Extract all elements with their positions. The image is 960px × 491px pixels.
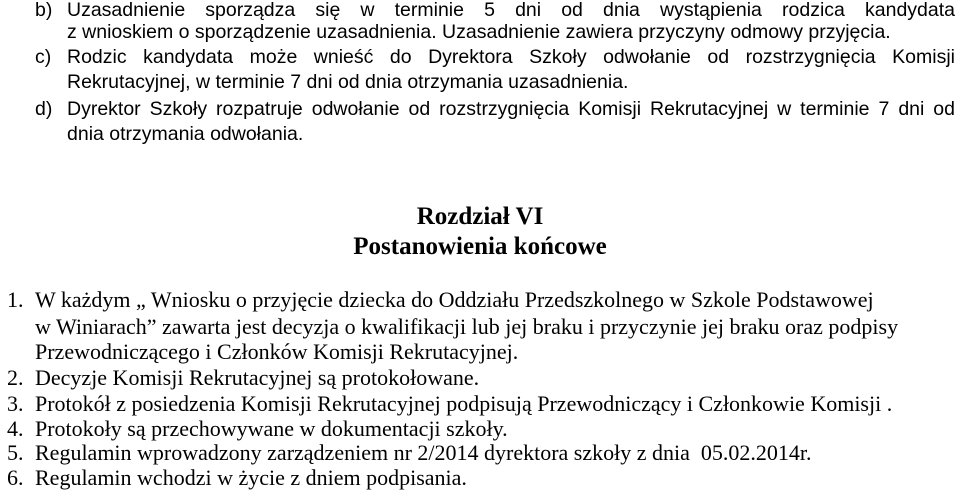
provision-text-line: w Winiarach” zawarta jest decyzja o kwalifikacji lub jej braku i przyczynie jej braku oraz podpisy <box>35 314 899 339</box>
item-text-line: Rodzic kandydata może wnieść do Dyrektora Szkoły odwołanie od rozstrzygnięcia Komisji <box>67 46 955 68</box>
provision-text-line: Regulamin wprowadzony zarządzeniem nr 2/2014 dyrektora szkoły z dnia 05.02.2014r. <box>35 440 812 465</box>
provision-text-line: W każdym „ Wniosku o przyjęcie dziecka do Oddziału Przedszkolnego w Szkole Podstawowej <box>35 287 874 312</box>
provision-number: 1. <box>7 287 24 312</box>
item-text-line: z wnioskiem o sporządzenie uzasadnienia. Uzasadnienie zawiera przyczyny odmowy przyjęcia. <box>67 21 891 43</box>
provision-number: 3. <box>7 391 24 416</box>
item-label: c) <box>35 46 52 68</box>
provision-number: 5. <box>7 440 24 465</box>
chapter-title-heading: Postanowienia końcowe <box>353 233 607 260</box>
item-text-line: Rekrutacyjnej, w terminie 7 dni od dnia otrzymania uzasadnienia. <box>67 71 629 93</box>
item-text-line: Uzasadnienie sporządza się w terminie 5 dni od dnia wystąpienia rodzica kandydata <box>67 0 955 21</box>
provision-text-line: Protokół z posiedzenia Komisji Rekrutacyjnej podpisują Przewodniczący i Członkowie Komisji . <box>35 391 893 416</box>
provision-number: 2. <box>7 365 24 390</box>
provision-number: 6. <box>7 465 24 490</box>
provision-text-line: Protokoły są przechowywane w dokumentacji szkoły. <box>35 416 508 441</box>
item-text-line: dnia otrzymania odwołania. <box>67 123 304 145</box>
provision-text-line: Przewodniczącego i Członków Komisji Rekrutacyjnej. <box>35 339 519 364</box>
chapter-number-heading: Rozdział VI <box>416 203 544 230</box>
provision-text-line: Decyzje Komisji Rekrutacyjnej są protokołowane. <box>35 365 480 390</box>
item-text-line: Dyrektor Szkoły rozpatruje odwołanie od rozstrzygnięcia Komisji Rekrutacyjnej w terminie 7 dni od <box>67 98 955 120</box>
item-label: d) <box>35 98 53 120</box>
provision-number: 4. <box>7 416 24 441</box>
provision-text-line: Regulamin wchodzi w życie z dniem podpisania. <box>35 465 467 490</box>
item-label: b) <box>35 0 53 21</box>
